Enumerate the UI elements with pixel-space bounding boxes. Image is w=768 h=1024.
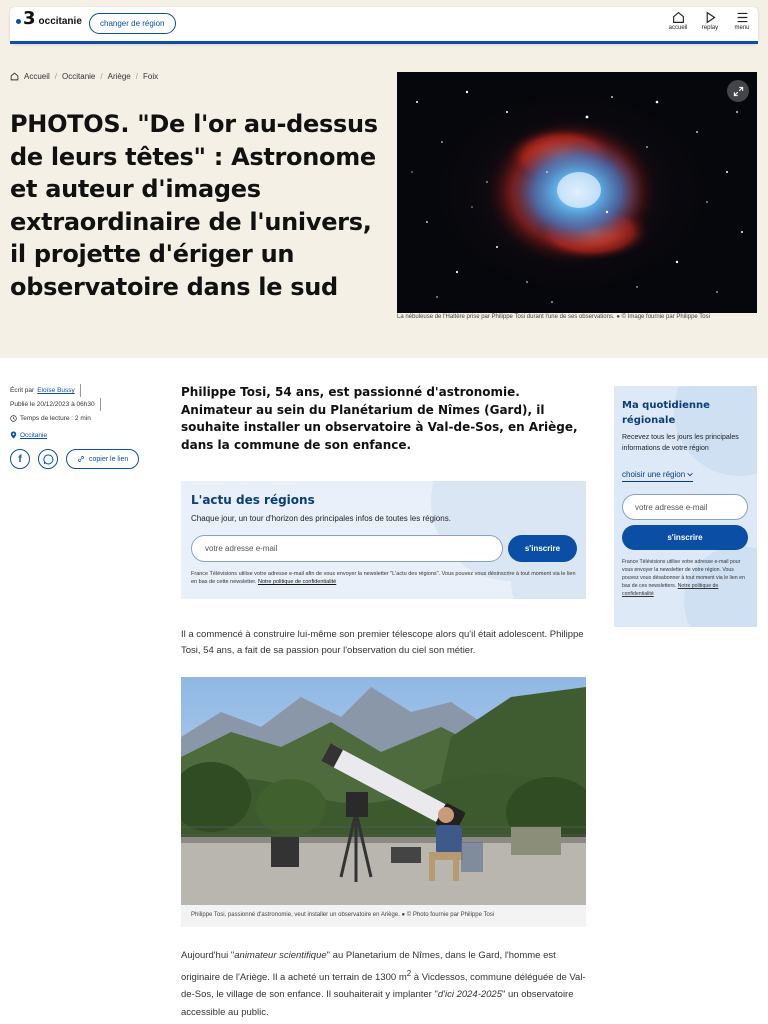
location-pin-icon (10, 431, 17, 439)
hero-image-caption: La nébuleuse de l'Haltère prise par Philippe Tosi durant l'une de ses observations. ● © Image fournie par Philippe Tosi (397, 314, 710, 320)
breadcrumb-city[interactable]: Foix (142, 72, 159, 81)
reading-time-text: Temps de lecture : 2 min (20, 415, 91, 422)
link-icon (77, 455, 85, 463)
location-text: Occitanie (20, 431, 48, 439)
newsletter-legal-text: France Télévisions utilise votre adresse e-mail afin de vous envoyer la newsletter "L'actu des régions". Vous pouvez vous désinscrire à tout moment via le lien en bas de cette newsletter. (191, 571, 576, 585)
nebula-image (397, 72, 757, 313)
paragraph-superscript: 2 (406, 968, 412, 978)
regional-legal-text: France Télévisions utilise votre adresse e-mail pour vous envoyer la newsletter de votre région. Vous pouvez vous désabonner à tout moment via le lien en bas de ces newsletters. (622, 559, 745, 589)
regional-privacy-link[interactable]: Notre politique de confidentialité (622, 583, 719, 597)
breadcrumb-home[interactable]: Accueil (24, 72, 50, 81)
menu-icon (736, 11, 749, 24)
nav-replay[interactable] (700, 11, 720, 31)
logo-name: occitanie (38, 16, 82, 27)
paragraph-text: " un observatoire accessible au public. (181, 989, 574, 1018)
breadcrumb-separator: / (54, 72, 58, 81)
site-logo[interactable] (16, 10, 82, 28)
copy-link-button[interactable] (66, 449, 139, 469)
breadcrumb-separator: / (135, 72, 138, 81)
choose-region-select[interactable] (622, 470, 693, 482)
home-icon (10, 72, 19, 81)
nav-menu[interactable] (732, 11, 752, 31)
newsletter-email-input[interactable]: votre adresse e-mail (191, 535, 503, 562)
paragraph-text: " au Planetarium de Nîmes, dans le Gard, l'homme est originaire de l'Ariège. Il a acheté un terrain de 1300 m (181, 950, 556, 983)
whatsapp-share-button[interactable] (38, 449, 58, 469)
written-by-label: Écrit par (10, 387, 35, 394)
clock-icon (10, 415, 17, 422)
chevron-down-icon (687, 472, 693, 477)
newsletter-box (181, 481, 586, 599)
regional-subscribe-button[interactable]: s'inscrire (622, 525, 748, 550)
expand-image-button[interactable] (727, 80, 749, 102)
nav-home-label: accueil (668, 25, 688, 31)
article-meta (10, 384, 160, 469)
nav-home[interactable] (668, 11, 688, 31)
expand-icon (733, 86, 744, 97)
regional-newsletter-text: Recevez tous les jours les principales informations de votre région (622, 434, 739, 452)
privacy-policy-link[interactable]: Notre politique de confidentialité (257, 579, 337, 585)
share-buttons (10, 449, 160, 469)
regional-newsletter-box (614, 386, 757, 627)
logo-dot (16, 19, 21, 24)
newsletter-legal (191, 570, 576, 586)
author-link[interactable]: Eloïse Bussy (37, 387, 75, 394)
article-title: PHOTOS. "De l'or au-dessus de leurs têtes" : Astronome et auteur d'images extraordinaire de l'univers, il projette d'ériger un observatoire dans le sud (10, 110, 378, 301)
published-date: Publié le 20/12/2023 à 06h30 (10, 398, 101, 411)
whatsapp-icon (43, 454, 54, 465)
paragraph-text: à Vicdessos, commune déléguée de Val-de-Sos, le village de son enfance. Il souhaiterait y implanter " (181, 971, 586, 1001)
facebook-share-button[interactable] (10, 449, 30, 469)
article-photo[interactable] (181, 677, 586, 905)
regional-newsletter-title: Ma quotidienne régionale (622, 400, 710, 426)
newsletter-title: L'actu des régions (191, 493, 315, 507)
article-lead: Philippe Tosi, 54 ans, est passionné d'astronomie. Animateur au sein du Planétarium de Nîmes (Gard), il souhaite installer un observatoire à Val-de-Sos, en Ariège, dans la commune de son enfance. (181, 385, 578, 452)
breadcrumb (10, 72, 158, 81)
nav-menu-label: menu (734, 25, 750, 31)
header-accent-line (10, 41, 758, 44)
play-icon (704, 11, 717, 24)
article-paragraph (181, 947, 591, 1021)
breadcrumb-department[interactable]: Ariège (107, 72, 131, 81)
hero-image[interactable] (397, 72, 757, 313)
reading-time (10, 412, 160, 425)
header-nav (668, 11, 752, 31)
nav-replay-label: replay (701, 25, 719, 31)
newsletter-subscribe-button[interactable]: s'inscrire (508, 535, 577, 562)
regional-newsletter-legal (622, 558, 750, 598)
photo-caption: Philippe Tosi, passionné d'astronomie, veut installer un observatoire en Ariège. ● © Photo fournie par Philippe Tosi (181, 905, 586, 927)
breadcrumb-separator: / (100, 72, 103, 81)
breadcrumb-region[interactable]: Occitanie (62, 72, 96, 81)
choose-region-label: choisir une région (622, 470, 686, 479)
paragraph-quote: d'ici 2024-2025 (437, 989, 502, 1001)
change-region-button[interactable]: changer de région (89, 13, 176, 34)
logo-number: 3 (23, 8, 36, 29)
newsletter-subtitle: Chaque jour, un tour d'horizon des principales infos de toutes les régions. (191, 514, 451, 523)
paragraph-quote: animateur scientifique (234, 950, 327, 961)
author-line (10, 384, 81, 397)
copy-link-label: copier le lien (89, 455, 129, 463)
telescope-photo (181, 677, 586, 905)
regional-email-input[interactable]: votre adresse e-mail (622, 494, 748, 520)
facebook-icon: f (18, 453, 22, 465)
location-link[interactable] (10, 431, 160, 439)
article-paragraph: Il a commencé à construire lui-même son premier télescope alors qu'il était adolescent. Philippe Tosi, 54 ans, a fait de sa passion pour l'observation du ciel son métier. (181, 629, 584, 656)
home-icon (672, 11, 685, 24)
paragraph-text: Aujourd'hui " (181, 950, 235, 961)
